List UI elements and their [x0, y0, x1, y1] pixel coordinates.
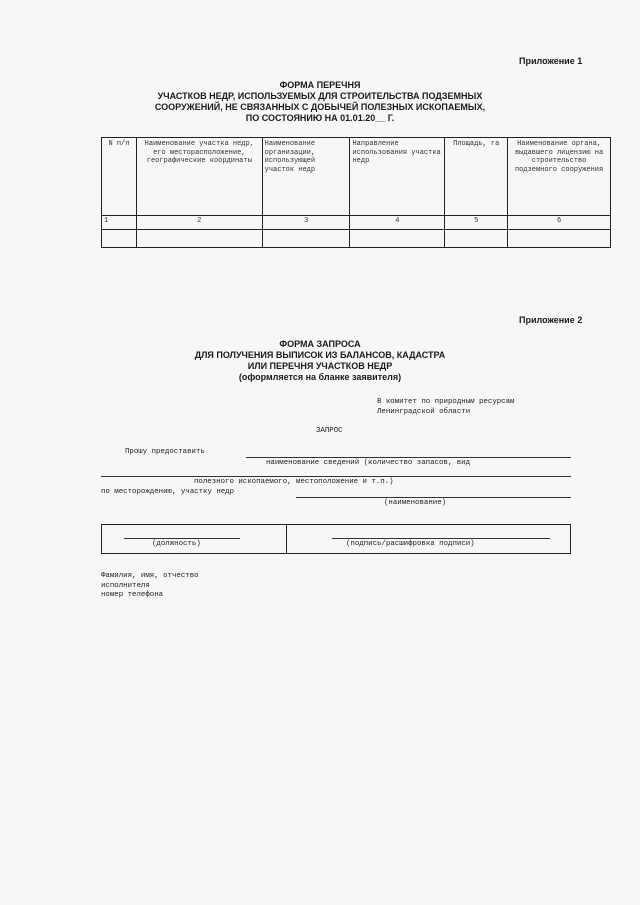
signature-label: (подпись/расшифровка подписи): [346, 540, 475, 548]
header-cell: Наименование участка недр, его месторасположение, географические координаты: [136, 138, 262, 216]
table-header-row: [102, 138, 611, 216]
deposit-fill-line[interactable]: [296, 497, 571, 498]
header-cell: Площадь, га: [445, 138, 508, 216]
header-cell: Наименование органа, выдавшего лицензию на строительство подземного сооружения: [508, 138, 611, 216]
request-text: Прошу предоставить: [125, 448, 205, 456]
column-number: 2: [136, 216, 262, 230]
executor-line: Фамилия, имя, отчество: [101, 572, 199, 580]
position-fill-line[interactable]: [124, 538, 240, 539]
signature-fill-line[interactable]: [332, 538, 550, 539]
table-cell: [102, 230, 137, 248]
table-cell: [445, 230, 508, 248]
column-number: 1: [102, 216, 137, 230]
header-cell: N п/п: [102, 138, 137, 216]
addressee-line: Ленинградской области: [377, 407, 471, 416]
request-hint-1: наименование сведений (количество запасов, вид: [266, 459, 471, 467]
column-number: 4: [350, 216, 445, 230]
position-label: (должность): [152, 540, 201, 548]
title-line: ПО СОСТОЯНИЮ НА 01.01.20__ Г.: [245, 113, 395, 123]
column-number: 3: [262, 216, 350, 230]
title-line: СООРУЖЕНИЙ, НЕ СВЯЗАННЫХ С ДОБЫЧЕЙ ПОЛЕЗНЫХ ИСКОПАЕМЫХ,: [154, 102, 486, 112]
title-line: ФОРМА ПЕРЕЧНЯ: [279, 80, 361, 90]
executor-line: номер телефона: [101, 591, 164, 600]
title-line: (оформляется на бланке заявителя): [238, 372, 402, 382]
deposit-text: по месторождению, участку недр: [101, 488, 235, 496]
table-cell: [262, 230, 350, 248]
table-row: [102, 230, 611, 248]
appendix-2-title: [0, 339, 640, 383]
addressee: [377, 398, 515, 417]
column-number: 6: [508, 216, 611, 230]
request-heading: ЗАПРОС: [316, 427, 343, 435]
signature-divider: [286, 525, 287, 553]
column-number: 5: [445, 216, 508, 230]
request-fill-line[interactable]: [246, 457, 571, 458]
title-line: ДЛЯ ПОЛУЧЕНИЯ ВЫПИСОК ИЗ БАЛАНСОВ, КАДАСТРА: [194, 350, 446, 360]
table-cell: [350, 230, 445, 248]
subsoil-plots-table: [101, 137, 611, 248]
request-hint-2: полезного ископаемого, местоположение и т.п.): [194, 478, 394, 486]
deposit-hint: (наименование): [384, 499, 447, 507]
executor-info: [101, 572, 199, 601]
request-fill-line-2[interactable]: [101, 476, 571, 477]
appendix-1-title: [0, 80, 640, 124]
appendix-2-label: Приложение 2: [519, 315, 583, 325]
table-cell: [508, 230, 611, 248]
title-line: ИЛИ ПЕРЕЧНЯ УЧАСТКОВ НЕДР: [247, 361, 393, 371]
title-line: УЧАСТКОВ НЕДР, ИСПОЛЬЗУЕМЫХ ДЛЯ СТРОИТЕЛЬСТВА ПОДЗЕМНЫХ: [157, 91, 483, 101]
header-cell: Наименование организации, использующей участок недр: [262, 138, 350, 216]
appendix-1-label: Приложение 1: [519, 56, 583, 66]
signature-box: [101, 524, 571, 554]
addressee-line: В комитет по природным ресурсам: [377, 398, 515, 406]
table-cell: [136, 230, 262, 248]
title-line: ФОРМА ЗАПРОСА: [279, 339, 361, 349]
header-cell: Направление использования участка недр: [350, 138, 445, 216]
table-number-row: [102, 216, 611, 230]
executor-line: исполнителя: [101, 581, 150, 590]
